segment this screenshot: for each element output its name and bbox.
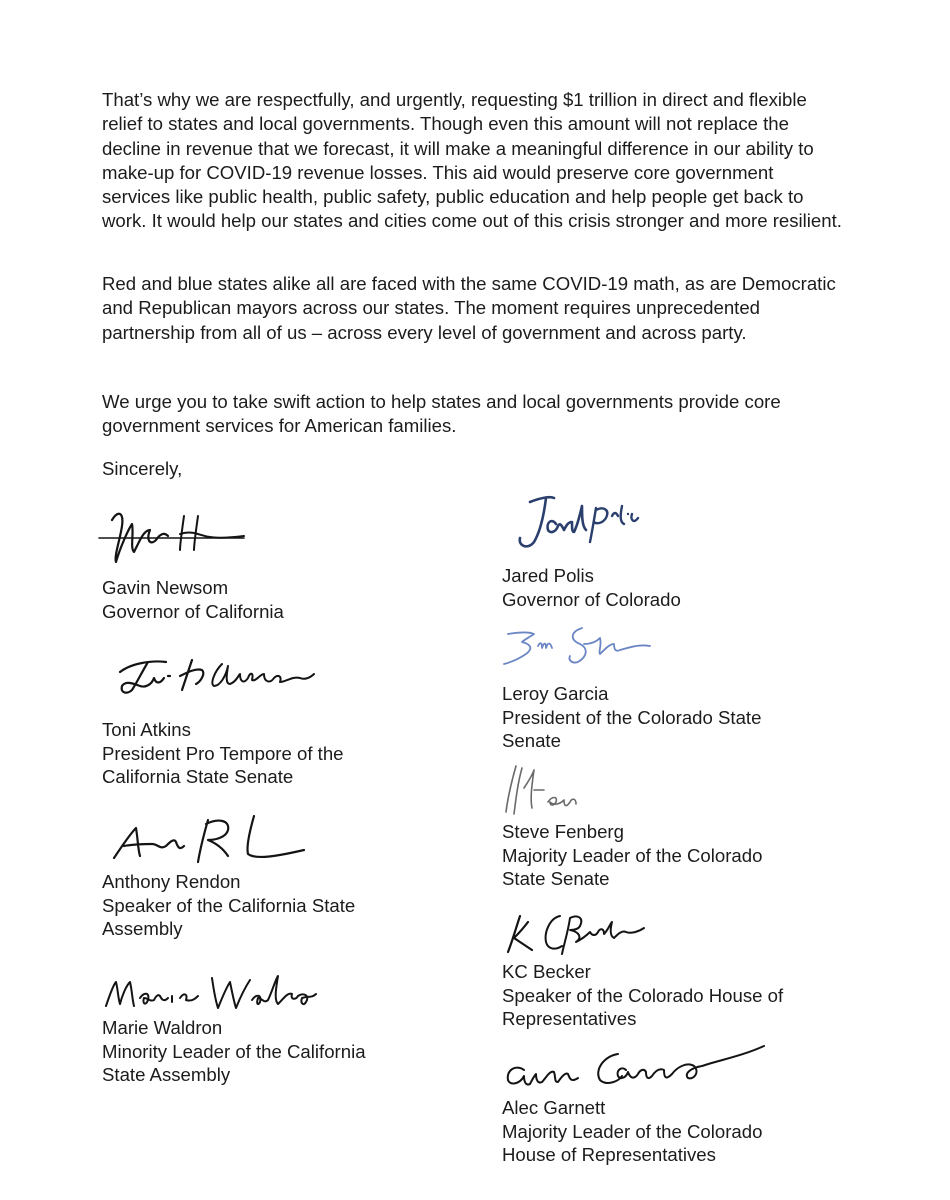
signature-toni-atkins [110,650,320,700]
signer-title: Speaker of the California State [102,894,356,916]
signer-title: Governor of California [102,600,284,622]
closing: Sincerely, [102,458,183,479]
signer-title: Representatives [502,1008,637,1029]
signature-jared-polis [510,488,640,554]
signer-block [102,1016,366,1087]
signer-name: KC Becker [502,961,591,982]
body-paragraph-3: We urge you to take swift action to help states and local governments provide core government services for American families. [102,391,781,437]
signer-name: Alec Garnett [502,1097,606,1118]
signer-block [502,682,761,753]
signature-kc-becker [498,908,648,958]
signer-title: President Pro Tempore of the [102,742,344,764]
signature-alec-garnett [498,1040,773,1094]
signer-title: Assembly [102,918,183,939]
signer-title: Senate [502,730,561,751]
signer-block [102,870,355,941]
signer-title: Minority Leader of the California [102,1040,366,1062]
body-paragraph-1: That’s why we are respectfully, and urgently, requesting $1 trillion in direct and flexible relief to states and local governments. Though even this amount will not replace the decline in revenue that we forecast, it will make a meaningful difference in our ability to make-up for COVID-19 revenue losses. This aid would preserve core government services like public health, public safety, public education and help people get back to work. It would help our states and cities come out of this crisis stronger and more resilient. [102,89,842,232]
signer-block [102,576,284,623]
signer-block [102,718,344,789]
signature-steve-fenberg [498,760,598,820]
signer-block [502,960,783,1031]
body-paragraph-2: Red and blue states alike all are faced with the same COVID-19 math, as are Democratic and Republican mayors across our states. The moment requires unprecedented partnership from all of us – across every level of government and across party. [102,273,836,343]
signer-name: Toni Atkins [102,719,191,740]
signer-title: President of the Colorado State [502,706,762,728]
signer-block [502,820,762,891]
signer-title: House of Representatives [502,1144,716,1165]
signer-title: State Assembly [102,1064,231,1085]
signature-gavin-newsom [94,500,254,568]
signer-title: Majority Leader of the Colorado [502,844,763,866]
signer-name: Leroy Garcia [502,683,609,704]
signer-title: Majority Leader of the Colorado [502,1120,763,1142]
signer-title: Governor of Colorado [502,588,681,610]
signature-marie-waldron [100,968,320,1016]
signer-name: Anthony Rendon [102,871,241,892]
signer-name: Steve Fenberg [502,821,624,842]
signer-name: Marie Waldron [102,1017,223,1038]
signer-name: Gavin Newsom [102,577,229,598]
signer-block [502,564,681,611]
signer-title: State Senate [502,868,610,889]
signature-anthony-rendon [108,810,308,870]
signer-title: California State Senate [102,766,294,787]
signer-name: Jared Polis [502,565,594,586]
signer-title: Speaker of the Colorado House of [502,984,784,1006]
signature-leroy-garcia [498,622,658,668]
signer-block [502,1096,762,1167]
